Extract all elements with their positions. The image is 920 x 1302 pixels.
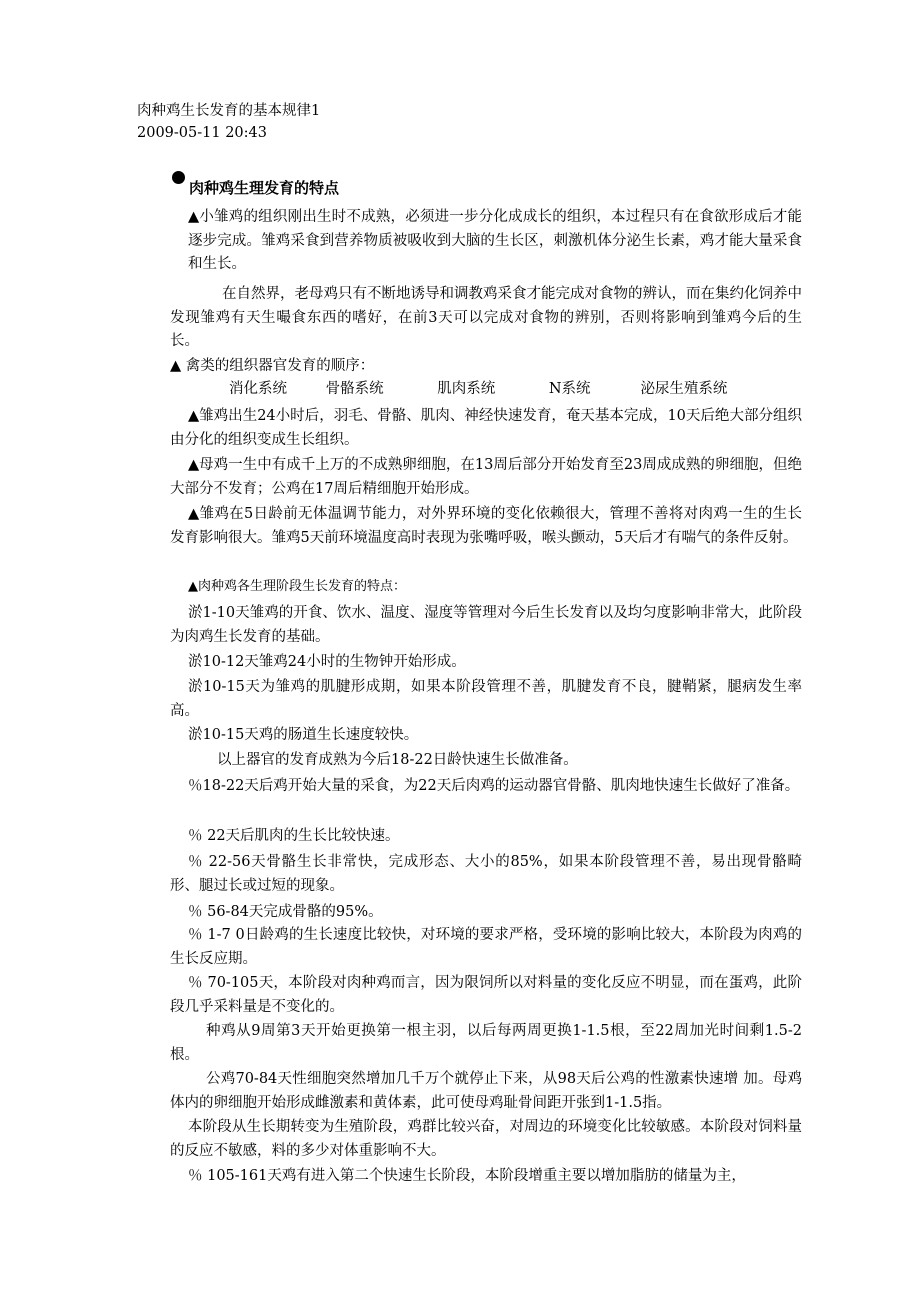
- paragraph-21: 本阶段从生长期转变为生殖阶段，鸡群比较兴奋，对周边的环境变化比较敏感。本阶段对饲料量的反应不敏感，料的多少对体重影响不大。: [170, 1119, 802, 1159]
- paragraph-14: ％ 22天后肌肉的生长比较快速。: [188, 828, 400, 844]
- section-heading: 肉种鸡生理发育的特点: [189, 179, 340, 197]
- paragraph-18: ％ 70-105天，本阶段对肉种鸡而言，因为限饲所以对料量的变化反应不明显，而在蛋鸡，此阶段几乎采料量是不变化的。: [170, 975, 802, 1015]
- paragraph-1: ▲小雏鸡的组织刚出生时不成熟，必须进一步分化成成长的组织，本过程只有在食欲形成后才能逐步完成。雏鸡采食到营养物质被吸收到大脑的生长区，刺激机体分泌生长素，鸡才能大量采食和生长。: [188, 209, 802, 272]
- paragraph-5: ▲母鸡一生中有成千上万的不成熟卵细胞，在13周后部分开始发育至23周成成熟的卵细胞，但绝大部分不发育；公鸡在17周后精细胞开始形成。: [170, 457, 802, 497]
- bullet-dot-icon: [172, 171, 185, 184]
- document-date: 2009-05-11 20:43: [137, 125, 267, 141]
- paragraph-7: ▲肉种鸡各生理阶段生长发育的特点：: [188, 579, 406, 594]
- document-title: 肉种鸡生长发育的基本规律1: [137, 103, 321, 119]
- paragraph-15: ％ 22-56天骨骼生长非常快，完成形态、大小的85%，如果本阶段管理不善，易出现骨骼畸形、腿过长或过短的现象。: [170, 854, 802, 894]
- paragraph-8: 淤1-10天雏鸡的开食、饮水、温度、湿度等管理对今后生长发育以及均匀度影响非常大，此阶段为肉鸡生长发育的基础。: [170, 605, 802, 645]
- paragraph-9: 淤10-12天雏鸡24小时的生物钟开始形成。: [188, 654, 466, 670]
- paragraph-16: ％ 56-84天完成骨骼的95%。: [188, 904, 383, 920]
- paragraph-11: 淤10-15天鸡的肠道生长速度较快。: [188, 727, 419, 743]
- paragraph-2: 在自然界，老母鸡只有不断地诱导和调教鸡采食才能完成对食物的辨认，而在集约化饲养中发现雏鸡有天生嘬食东西的嗜好，在前3天可以完成对食物的辨别，否则将影响到雏鸡今后的生长。: [170, 286, 802, 349]
- paragraph-3: ▲ 禽类的组织器官发育的顺序：: [170, 358, 375, 374]
- organ-item: 肌肉系统: [437, 381, 496, 397]
- organ-item: 消化系统: [229, 381, 287, 397]
- organ-item: 泌尿生殖系统: [640, 381, 728, 397]
- paragraph-6: ▲雏鸡在5日龄前无体温调节能力，对外界环境的变化依赖很大，管理不善将对肉鸡一生的生长发育影响很大。雏鸡5天前环境温度高时表现为张嘴呼吸，喉头颤动，5天后才有喘气的条件反射。: [170, 506, 802, 546]
- organ-item: N系统: [548, 381, 591, 397]
- paragraph-10: 淤10-15天为雏鸡的肌腱形成期，如果本阶段管理不善，肌腱发育不良，腱鞘紧，腿病发生率高。: [170, 679, 802, 719]
- organ-item: 骨骼系统: [325, 381, 384, 397]
- paragraph-17: ％ 1-7 0日龄鸡的生长速度比较快，对环境的要求严格，受环境的影响比较大，本阶段为肉鸡的生长反应期。: [170, 927, 802, 967]
- organ-list: [229, 378, 727, 400]
- paragraph-19: 种鸡从9周第3天开始更换第一根主羽，以后每两周更换1-1.5根，至22周加光时间剩1.5-2 根。: [170, 1023, 802, 1063]
- paragraph-20: 公鸡70-84天性细胞突然增加几千万个就停止下来，从98天后公鸡的性激素快速增 加。母鸡体内的卵细胞开始形成雌激素和黄体素，此可使母鸡耻骨间距开张到1-1.5指。: [170, 1071, 802, 1111]
- paragraph-22: ％ 105-161天鸡有进入第二个快速生长阶段，本阶段增重主要以增加脂肪的储量为主，: [188, 1168, 746, 1184]
- paragraph-13: ％18-22天后鸡开始大量的采食，为22天后肉鸡的运动器官骨骼、肌肉地快速生长做好了准备。: [188, 778, 800, 794]
- paragraph-12: 以上器官的发育成熟为今后18-22日龄快速生长做准备。: [217, 752, 578, 768]
- paragraph-4: ▲雏鸡出生24小时后，羽毛、骨骼、肌肉、神经快速发育，奄天基本完成，10天后绝大部分组织由分化的组织变成生长组织。: [170, 408, 802, 448]
